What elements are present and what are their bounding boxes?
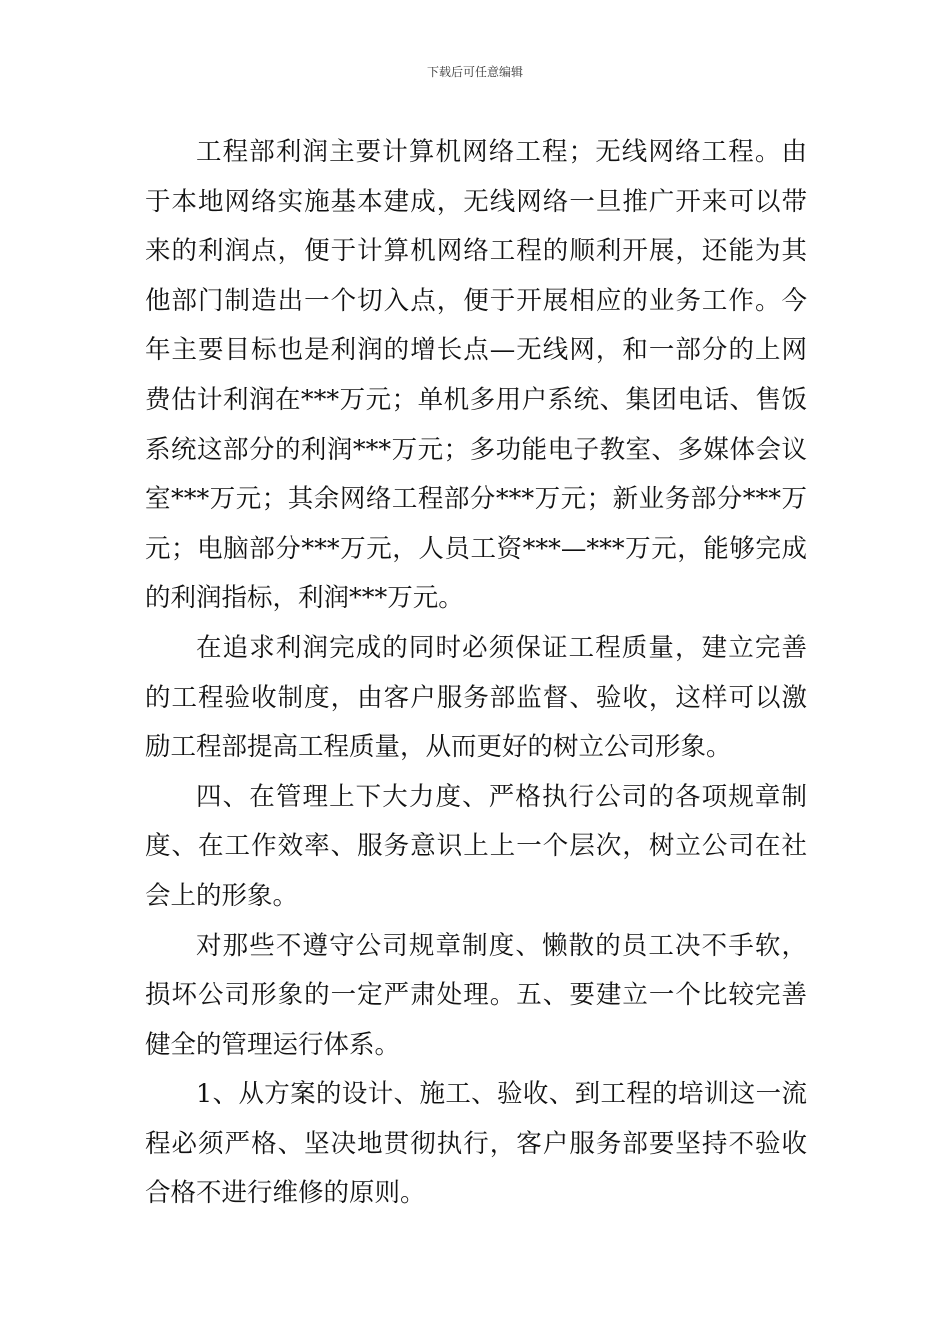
page-header: 下载后可任意编辑 [426, 65, 523, 79]
paragraph-process-item-one: 1、从方案的设计、施工、验收、到工程的培训这一流程必须严格、坚决地贯彻执行，客户服务部要坚持不验收合格不进行维修的原则。 [145, 1079, 807, 1209]
paragraph-engineering-profit: 工程部利润主要计算机网络工程；无线网络工程。由于本地网络实施基本建成，无线网络一旦推广开来可以带来的利润点，便于计算机网络工程的顺利开展，还能为其他部门制造出一个切入点，便于开展相应的业务工作。今年主要目标也是利润的增长点—无线网，和一部分的上网费估计利润在***万元；单机多用户系统、集团电话、售饭系统这部分的利润***万元；多功能电子教室、多媒体会议室***万元；其余网络工程部分***万元；新业务部分***万元；电脑部分***万元，人员工资***—***万元，能够完成的利润指标，利润***万元。 [145, 137, 807, 614]
paragraph-management-section-four: 四、在管理上下大力度、严格执行公司的各项规章制度、在工作效率、服务意识上上一个层次，树立公司在社会上的形象。 [145, 781, 807, 911]
paragraph-quality-assurance: 在追求利润完成的同时必须保证工程质量，建立完善的工程验收制度，由客户服务部监督、验收，这样可以激励工程部提高工程质量，从而更好的树立公司形象。 [145, 632, 807, 763]
paragraph-discipline-section-five: 对那些不遵守公司规章制度、懒散的员工决不手软，损坏公司形象的一定严肃处理。五、要建立一个比较完善健全的管理运行体系。 [145, 930, 807, 1060]
document-body [145, 128, 807, 1219]
